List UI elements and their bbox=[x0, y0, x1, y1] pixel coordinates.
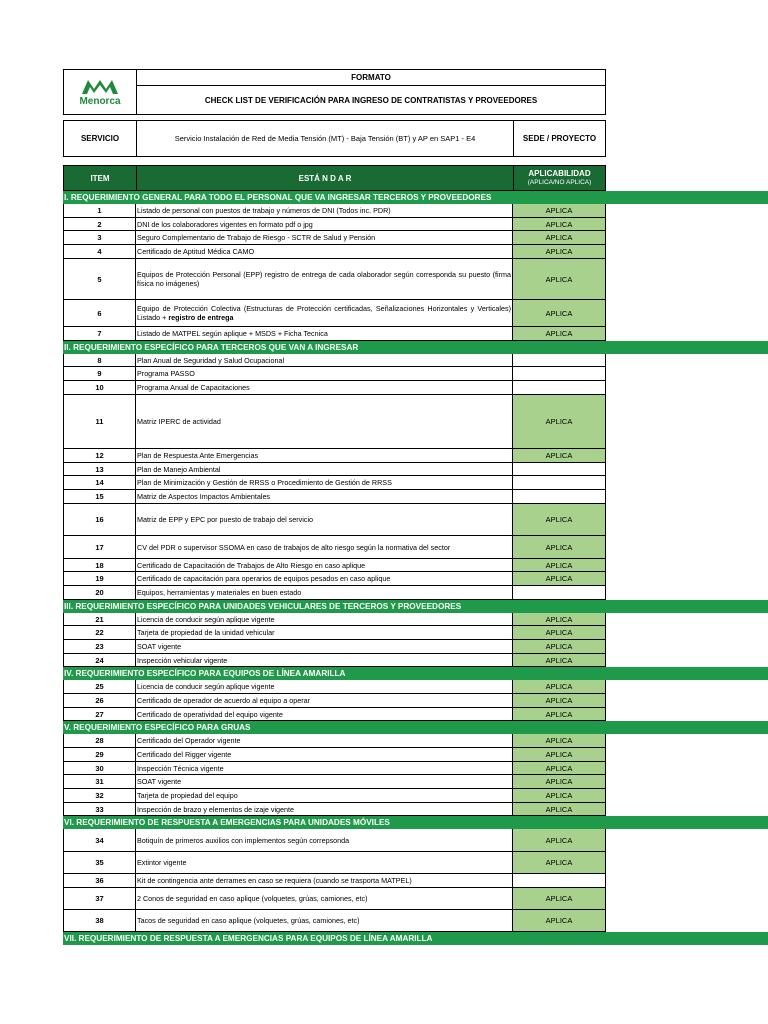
standard-text bbox=[136, 572, 513, 586]
standard-text-body: Certificado del Rigger vigente bbox=[137, 750, 232, 759]
standard-text-body: Tacos de seguridad en caso aplique (volquetes, grúas, camiones, etc) bbox=[137, 916, 360, 925]
table-row bbox=[63, 694, 606, 708]
standard-text bbox=[136, 654, 513, 667]
standard-text-body: Equipos, herramientas y materiales en buen estado bbox=[137, 588, 302, 597]
applicability-cell: APLICA bbox=[513, 204, 606, 218]
table-row bbox=[63, 327, 606, 341]
standard-text bbox=[136, 381, 513, 395]
item-number: 1 bbox=[63, 204, 136, 218]
standard-text-body: Equipo de Protección Colectiva (Estructuras de Protección certificadas, Señalizaciones Horizontales y Verticales) Listado + bbox=[137, 304, 511, 322]
standard-text bbox=[136, 490, 513, 504]
standard-text-body: Certificado de capacitación para operarios de equipos pesados en caso aplique bbox=[137, 574, 391, 583]
applicability-cell: APLICA bbox=[513, 910, 606, 932]
table-row bbox=[63, 463, 606, 476]
table-row bbox=[63, 572, 606, 586]
item-number: 28 bbox=[63, 734, 136, 748]
table-row bbox=[63, 204, 606, 218]
table-row bbox=[63, 874, 606, 888]
standard-text bbox=[136, 218, 513, 231]
standard-text-body: Certificado de operatividad del equipo vigente bbox=[137, 709, 283, 719]
menorca-logo-icon bbox=[80, 77, 120, 95]
applicability-cell: APLICA bbox=[513, 775, 606, 789]
item-number: 25 bbox=[63, 680, 136, 694]
standard-text-body: Kit de contingencia ante derrames en caso se requiera (cuando se trasporta MATPEL) bbox=[137, 876, 412, 885]
standard-text-body: SOAT vigente bbox=[137, 777, 182, 786]
standard-text-body: Certificado de Capacitación de Trabajos de Alto Riesgo en caso aplique bbox=[137, 560, 366, 570]
table-row bbox=[63, 852, 606, 874]
standard-text-body: Matriz de Aspectos Impactos Ambientales bbox=[137, 492, 271, 501]
table-row bbox=[63, 680, 606, 694]
item-number: 22 bbox=[63, 626, 136, 640]
applicability-cell bbox=[513, 367, 606, 381]
section-header: VI. REQUERIMIENTO DE RESPUESTA A EMERGENCIAS PARA UNIDADES MÓVILES bbox=[63, 816, 768, 829]
applicability-cell bbox=[513, 476, 606, 490]
table-row bbox=[63, 775, 606, 789]
item-number: 23 bbox=[63, 640, 136, 654]
standard-text bbox=[136, 775, 513, 789]
standard-text-body: CV del PDR o supervisor SSOMA en caso de trabajos de alto riesgo según la normativa del sector bbox=[137, 542, 451, 552]
standard-text bbox=[136, 680, 513, 694]
item-number: 5 bbox=[63, 259, 136, 300]
item-number: 16 bbox=[63, 504, 136, 536]
standard-text-body: SOAT vigente bbox=[137, 642, 182, 651]
standard-text-body: Tarjeta de propiedad de la unidad vehicular bbox=[137, 628, 275, 637]
item-number: 35 bbox=[63, 852, 136, 874]
item-number: 18 bbox=[63, 559, 136, 572]
item-number: 10 bbox=[63, 381, 136, 395]
standard-text-body: Listado de personal con puestos de trabajo y números de DNI (Todos inc. PDR) bbox=[137, 206, 391, 215]
standard-text-body: Plan de Minimización y Gestión de RRSS o Procedimiento de Gestión de RRSS bbox=[137, 478, 392, 487]
section-header: I. REQUERIMIENTO GENERAL PARA TODO EL PERSONAL QUE VA INGRESAR TERCEROS Y PROVEEDORES bbox=[63, 191, 768, 204]
item-number: 17 bbox=[63, 536, 136, 559]
applicability-cell: APLICA bbox=[513, 536, 606, 559]
applicability-cell bbox=[513, 490, 606, 504]
standard-text-body: Tarjeta de propiedad del equipo bbox=[137, 791, 238, 800]
standard-text-body: Programa PASSO bbox=[137, 369, 195, 378]
applicability-cell bbox=[513, 586, 606, 600]
standard-text bbox=[136, 803, 513, 816]
applicability-cell: APLICA bbox=[513, 708, 606, 721]
table-row bbox=[63, 626, 606, 640]
item-number: 14 bbox=[63, 476, 136, 490]
item-number: 38 bbox=[63, 910, 136, 932]
standard-text-body: Certificado de Aptitud Médica CAMO bbox=[137, 247, 255, 256]
table-row bbox=[63, 888, 606, 910]
standard-text bbox=[136, 829, 513, 852]
standard-text bbox=[136, 476, 513, 490]
applicability-cell: APLICA bbox=[513, 395, 606, 449]
standard-text bbox=[136, 449, 513, 463]
standard-text-body: Certificado del Operador vigente bbox=[137, 736, 241, 745]
standard-text-body: Licencia de conducir según aplique vigente bbox=[137, 682, 275, 691]
applicability-cell bbox=[513, 354, 606, 367]
table-row bbox=[63, 504, 606, 536]
document-title: CHECK LIST DE VERIFICACIÓN PARA INGRESO DE CONTRATISTAS Y PROVEEDORES bbox=[136, 85, 606, 115]
item-number: 34 bbox=[63, 829, 136, 852]
applicability-cell: APLICA bbox=[513, 572, 606, 586]
logo-cell bbox=[63, 69, 137, 115]
standard-text-body: Certificado de operador de acuerdo al equipo a operar bbox=[137, 696, 311, 705]
applicability-cell: APLICA bbox=[513, 626, 606, 640]
item-number: 31 bbox=[63, 775, 136, 789]
applicability-cell: APLICA bbox=[513, 327, 606, 341]
item-number: 36 bbox=[63, 874, 136, 888]
logo-text: Menorca bbox=[79, 96, 121, 107]
item-number: 11 bbox=[63, 395, 136, 449]
item-number: 32 bbox=[63, 789, 136, 803]
table-row bbox=[63, 490, 606, 504]
standard-text bbox=[136, 327, 513, 341]
item-number: 24 bbox=[63, 654, 136, 667]
standard-text-body: Seguro Complementario de Trabajo de Riesgo - SCTR de Salud y Pensión bbox=[137, 233, 376, 242]
applicability-cell: APLICA bbox=[513, 245, 606, 259]
standard-text-emphasis: registro de entrega bbox=[168, 313, 234, 322]
table-row bbox=[63, 803, 606, 816]
applicability-cell: APLICA bbox=[513, 300, 606, 327]
applicability-cell: APLICA bbox=[513, 852, 606, 874]
standard-text bbox=[136, 259, 513, 300]
service-label: SERVICIO bbox=[63, 120, 137, 157]
standard-text-body: DNI de los colaboradores vigentes en formato pdf o jpg bbox=[137, 219, 313, 229]
standard-text-body: Plan Anual de Seguridad y Salud Ocupacional bbox=[137, 355, 285, 365]
applicability-cell bbox=[513, 381, 606, 395]
standard-text bbox=[136, 586, 513, 600]
standard-text bbox=[136, 852, 513, 874]
standard-text-body: Plan de Manejo Ambiental bbox=[137, 464, 221, 474]
table-row bbox=[63, 559, 606, 572]
item-number: 29 bbox=[63, 748, 136, 762]
standard-text bbox=[136, 463, 513, 476]
applicability-cell: APLICA bbox=[513, 888, 606, 910]
item-number: 2 bbox=[63, 218, 136, 231]
applicability-cell: APLICA bbox=[513, 259, 606, 300]
section-header: VII. REQUERIMIENTO DE RESPUESTA A EMERGENCIAS PARA EQUIPOS DE LÍNEA AMARILLA bbox=[63, 932, 768, 945]
section-header: V. REQUERIMIENTO ESPECÍFICO PARA GRUAS bbox=[63, 721, 768, 734]
table-row bbox=[63, 476, 606, 490]
table-row bbox=[63, 367, 606, 381]
col-header-item: ITEM bbox=[63, 165, 137, 191]
standard-text bbox=[136, 367, 513, 381]
standard-text bbox=[136, 231, 513, 245]
applicability-cell: APLICA bbox=[513, 762, 606, 775]
standard-text bbox=[136, 354, 513, 367]
item-number: 19 bbox=[63, 572, 136, 586]
item-number: 12 bbox=[63, 449, 136, 463]
applicability-cell: APLICA bbox=[513, 694, 606, 708]
col-header-standard: ESTÁ N D A R bbox=[136, 165, 514, 191]
standard-text-body: Botiquín de primeros auxilios con implementos según correpsonda bbox=[137, 835, 350, 845]
section-header: IV. REQUERIMIENTO ESPECÍFICO PARA EQUIPOS DE LÍNEA AMARILLA bbox=[63, 667, 768, 680]
table-row bbox=[63, 789, 606, 803]
standard-text-body: Matriz de EPP y EPC por puesto de trabajo del servicio bbox=[137, 515, 314, 524]
standard-text-body: Programa Anual de Capacitaciones bbox=[137, 383, 250, 392]
standard-text-body: Plan de Respuesta Ante Emergencias bbox=[137, 451, 259, 460]
standard-text-body: Equipos de Protección Personal (EPP) registro de entrega de cada olaborador según corresponda su puesto (firma física no imágenes) bbox=[137, 270, 511, 288]
applicability-cell: APLICA bbox=[513, 449, 606, 463]
standard-text bbox=[136, 559, 513, 572]
section-header: III. REQUERIMIENTO ESPECÍFICO PARA UNIDADES VEHICULARES DE TERCEROS Y PROVEEDORES bbox=[63, 600, 768, 613]
standard-text-body: Matriz IPERC de actividad bbox=[137, 417, 221, 426]
standard-text bbox=[136, 888, 513, 910]
table-row bbox=[63, 449, 606, 463]
item-number: 21 bbox=[63, 613, 136, 626]
standard-text-body: Inspección Técnica vigente bbox=[137, 763, 224, 773]
item-number: 9 bbox=[63, 367, 136, 381]
standard-text bbox=[136, 395, 513, 449]
applicability-cell bbox=[513, 874, 606, 888]
table-row bbox=[63, 245, 606, 259]
service-value: Servicio Instalación de Red de Media Tensión (MT) - Baja Tensión (BT) y AP en SAP1 - E4 bbox=[136, 120, 514, 157]
applicability-cell: APLICA bbox=[513, 734, 606, 748]
table-row bbox=[63, 300, 606, 327]
item-number: 8 bbox=[63, 354, 136, 367]
standard-text bbox=[136, 910, 513, 932]
item-number: 6 bbox=[63, 300, 136, 327]
col-header-applicability bbox=[513, 165, 606, 191]
applicability-cell: APLICA bbox=[513, 789, 606, 803]
applicability-sublabel: (APLICA/NO APLICA) bbox=[527, 179, 592, 186]
standard-text bbox=[136, 300, 513, 327]
section-header: II. REQUERIMIENTO ESPECÍFICO PARA TERCEROS QUE VAN A INGRESAR bbox=[63, 341, 768, 354]
applicability-cell: APLICA bbox=[513, 654, 606, 667]
standard-text bbox=[136, 536, 513, 559]
standard-text bbox=[136, 694, 513, 708]
item-number: 13 bbox=[63, 463, 136, 476]
standard-text bbox=[136, 789, 513, 803]
standard-text-body: Inspección de brazo y elementos de izaje vigente bbox=[137, 804, 295, 814]
applicability-cell: APLICA bbox=[513, 504, 606, 536]
table-row bbox=[63, 708, 606, 721]
item-number: 15 bbox=[63, 490, 136, 504]
standard-text bbox=[136, 204, 513, 218]
standard-text-body: 2 Conos de seguridad en caso aplique (volquetes, grúas, camiones, etc) bbox=[137, 894, 368, 903]
applicability-cell bbox=[513, 463, 606, 476]
format-label: FORMATO bbox=[136, 69, 606, 86]
standard-text bbox=[136, 762, 513, 775]
item-number: 26 bbox=[63, 694, 136, 708]
item-number: 7 bbox=[63, 327, 136, 341]
table-row bbox=[63, 354, 606, 367]
table-row bbox=[63, 654, 606, 667]
standard-text-body: Inspección vehicular vigente bbox=[137, 655, 228, 665]
standard-text bbox=[136, 640, 513, 654]
table-row bbox=[63, 259, 606, 300]
standard-text bbox=[136, 626, 513, 640]
standard-text-body: Listado de MATPEL según aplique + MSDS + Ficha Tecnica bbox=[137, 329, 328, 338]
standard-text bbox=[136, 504, 513, 536]
table-row bbox=[63, 829, 606, 852]
table-row bbox=[63, 231, 606, 245]
standard-text bbox=[136, 245, 513, 259]
standard-text bbox=[136, 748, 513, 762]
item-number: 30 bbox=[63, 762, 136, 775]
table-row bbox=[63, 381, 606, 395]
table-row bbox=[63, 218, 606, 231]
applicability-label: APLICABILIDAD bbox=[528, 169, 591, 178]
standard-text bbox=[136, 734, 513, 748]
item-number: 3 bbox=[63, 231, 136, 245]
applicability-cell: APLICA bbox=[513, 748, 606, 762]
table-row bbox=[63, 734, 606, 748]
table-row bbox=[63, 910, 606, 932]
standard-text-body: Licencia de conducir según aplique vigente bbox=[137, 614, 275, 624]
table-row bbox=[63, 762, 606, 775]
table-row bbox=[63, 640, 606, 654]
standard-text bbox=[136, 613, 513, 626]
table-row bbox=[63, 613, 606, 626]
applicability-cell: APLICA bbox=[513, 803, 606, 816]
applicability-cell: APLICA bbox=[513, 613, 606, 626]
table-row bbox=[63, 586, 606, 600]
standard-text bbox=[136, 874, 513, 888]
table-row bbox=[63, 536, 606, 559]
item-number: 4 bbox=[63, 245, 136, 259]
site-label: SEDE / PROYECTO bbox=[513, 120, 606, 157]
item-number: 37 bbox=[63, 888, 136, 910]
applicability-cell: APLICA bbox=[513, 640, 606, 654]
item-number: 27 bbox=[63, 708, 136, 721]
applicability-cell: APLICA bbox=[513, 218, 606, 231]
table-row bbox=[63, 748, 606, 762]
item-number: 20 bbox=[63, 586, 136, 600]
table-row bbox=[63, 395, 606, 449]
applicability-cell: APLICA bbox=[513, 829, 606, 852]
applicability-cell: APLICA bbox=[513, 559, 606, 572]
applicability-cell: APLICA bbox=[513, 680, 606, 694]
standard-text-body: Extintor vigente bbox=[137, 858, 187, 867]
applicability-cell: APLICA bbox=[513, 231, 606, 245]
standard-text bbox=[136, 708, 513, 721]
item-number: 33 bbox=[63, 803, 136, 816]
